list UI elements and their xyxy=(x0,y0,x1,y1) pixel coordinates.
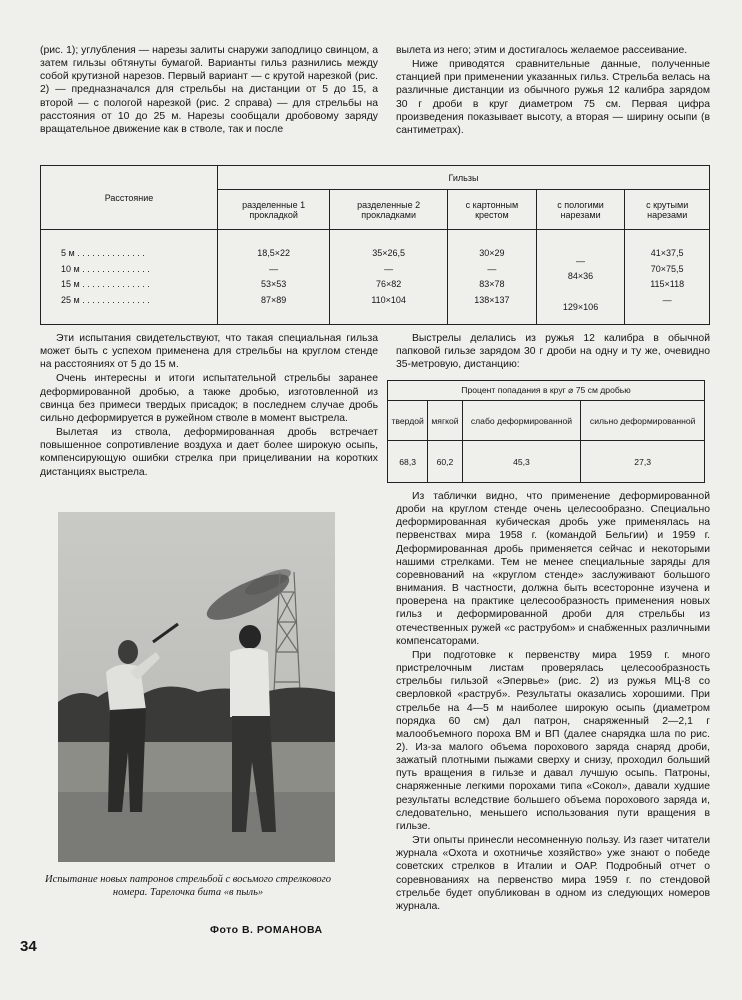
paragraph: Выстрелы делались из ружья 12 калибра в обычной папковой гильзе зарядом 30 г дроби на одну и ту же, очевидно 35-метровую, дистанцию: xyxy=(396,333,710,371)
table-corner: Расстояние xyxy=(41,166,218,230)
column-header: слабо деформированной xyxy=(462,401,581,441)
table-cell: 18,5×22 — 53×53 87×89 xyxy=(218,230,330,325)
shooting-photo xyxy=(58,512,335,862)
text-mid-right xyxy=(396,332,710,371)
paragraph: Эти испытания свидетельствуют, что такая специальная гильза может быть с успехом применена для стрельбы на круглом стенде на расстояниях от 5 до 15 м. xyxy=(40,333,378,371)
paragraph: вылета из него; этим и достигалось желаемое рассеивание. xyxy=(396,45,688,56)
paragraph: (рис. 1); углубления — нарезы залиты снаружи заподлицо свинцом, а затем гильзы обтянуты бумагой. Варианты гильз разнились между собой крутизной нарезов. Первый вариант — с крутой нарезкой (рис. 2) — предназначался для стрельбы на дистанции от 5 до 15, а второй — с пологой нарезкой (рис. 2 справа) — для стрельбы на расстояния от 10 до 25 м. Нарезы сообщали дробовому заряду вращательное движение как в стволе, так и после xyxy=(40,45,378,135)
distance-column: 5 м . . . . . . . . . . . . . . 10 м . . . . . . . . . . . . . . 15 м . . . . . . . . . . . . . . 25 м . . . . . . . . . . . . . . xyxy=(41,230,218,325)
paragraph: Ниже приводятся сравнительные данные, полученные станцией при применении указанных гильз. Стрельба велась на различные дистанции из обычного ружья 12 калибра зарядом 30 г дроби в круг диаметром 75 см. Первая цифра произведения показывает высоту, а вторая — ширину осыпи (в сантиметрах). xyxy=(396,59,710,136)
column-header: разделенные 2 прокладками xyxy=(330,190,448,230)
column-header: с пологими нарезами xyxy=(536,190,625,230)
photo-illustration xyxy=(58,512,335,862)
table-cell: — 84×36 129×106 xyxy=(536,230,625,325)
table-cell: 35×26,5 — 76×82 110×104 xyxy=(330,230,448,325)
column-header: твердой xyxy=(388,401,428,441)
photo-caption: Испытание новых патронов стрельбой с восьмого стрелкового номера. Тарелочка бита «в пыль» xyxy=(44,874,332,898)
table-cell: 60,2 xyxy=(428,441,462,483)
table-cell: 30×29 — 83×78 138×137 xyxy=(448,230,537,325)
paragraph: При подготовке к первенству мира 1959 г. много пристрелочным листам проверялась целесообразность стрельбы гильзой «Эпервье» (рис. 2) из ружья МЦ-8 со сверловкой «раструб». Результаты оказались хорошими. При стрельбе на 4—5 м наиболее широкую осыпь (диаметром порядка 60 см) дал патрон, снаряженный 2—2,1 г малообъемного пороха ВМ и ВП (далее снарядка шла по рис. 2). Из-за малого объема порохового заряда снаряд дроби, зажатый плотными пыжами сверху и снизу, проходил больший путь вращения в гильзе и давал лучшую осыпь. Патроны, снаряженные легкими порохами типа «Сокол», давали худшие результаты вследствие большего объема порохового заряда и, следовательно, меньшего использования пути вращения в гильзе. xyxy=(396,649,710,832)
hit-percentage-table xyxy=(387,380,705,483)
text-mid-left xyxy=(40,332,378,479)
paragraph: Вылетая из ствола, деформированная дробь встречает повышенное сопротивление воздуха и дает более широкую осыпь, компенсирующую ошибки стрелка при прицеливании на коротких дистанциях выстрела. xyxy=(40,427,378,478)
paragraph: Очень интересны и итоги испытательной стрельбы заранее деформированной дробью, а также дробью, изготовленной из свинца без примеси твердых присадок; в последнем случае дробь сильно деформируется в ружейном стволе в момент выстрела. xyxy=(40,373,378,424)
table-cell: 41×37,5 70×75,5 115×118 — xyxy=(625,230,710,325)
table-group-header: Гильзы xyxy=(218,166,710,190)
gilza-comparison-table xyxy=(40,165,710,325)
column-header: мягкой xyxy=(428,401,462,441)
photo-credit: Фото В. РОМАНОВА xyxy=(210,924,323,936)
column-header: с крутыми нарезами xyxy=(625,190,710,230)
text-top-right xyxy=(396,44,710,137)
table-title: Процент попадания в круг ⌀ 75 см дробью xyxy=(388,381,705,401)
column-header: сильно деформированной xyxy=(581,401,705,441)
column-header: с картонным крестом xyxy=(448,190,537,230)
column-header: разделенные 1 прокладкой xyxy=(218,190,330,230)
page-number: 34 xyxy=(20,938,37,955)
text-right-body xyxy=(396,490,710,913)
table-cell: 27,3 xyxy=(581,441,705,483)
table-cell: 45,3 xyxy=(462,441,581,483)
table-cell: 68,3 xyxy=(388,441,428,483)
paragraph: Эти опыты принесли несомненную пользу. Из газет читатели журнала «Охота и охотничье хозяйство» уже знают о победе советских стрелков в Италии и ОАР. Подробный отчет о соревнованиях на первенство мира 1959 г. по стендовой стрельбе будет опубликован в одном из следующих номеров журнала. xyxy=(396,835,710,912)
text-top-left xyxy=(40,44,378,136)
paragraph: Из таблички видно, что применение деформированной дроби на круглом стенде очень целесообразно. Специально деформированная кубическая дробь уже применялась на первенствах мира 1958 г. (командой Бельгии) и 1959 г. Деформированная дробь применяется сейчас и некоторыми нашими стрелками. Тем не менее специальные заряды для соревнований на «круглом стенде» заслуживают большого внимания. В частности, должна быть всесторонне изучена и проверена на практике целесообразность применения новых гильз и деформированной дроби для стрельбы из отечественных ружей «с раструбом» и снабженных различными компенсаторами. xyxy=(396,491,710,647)
